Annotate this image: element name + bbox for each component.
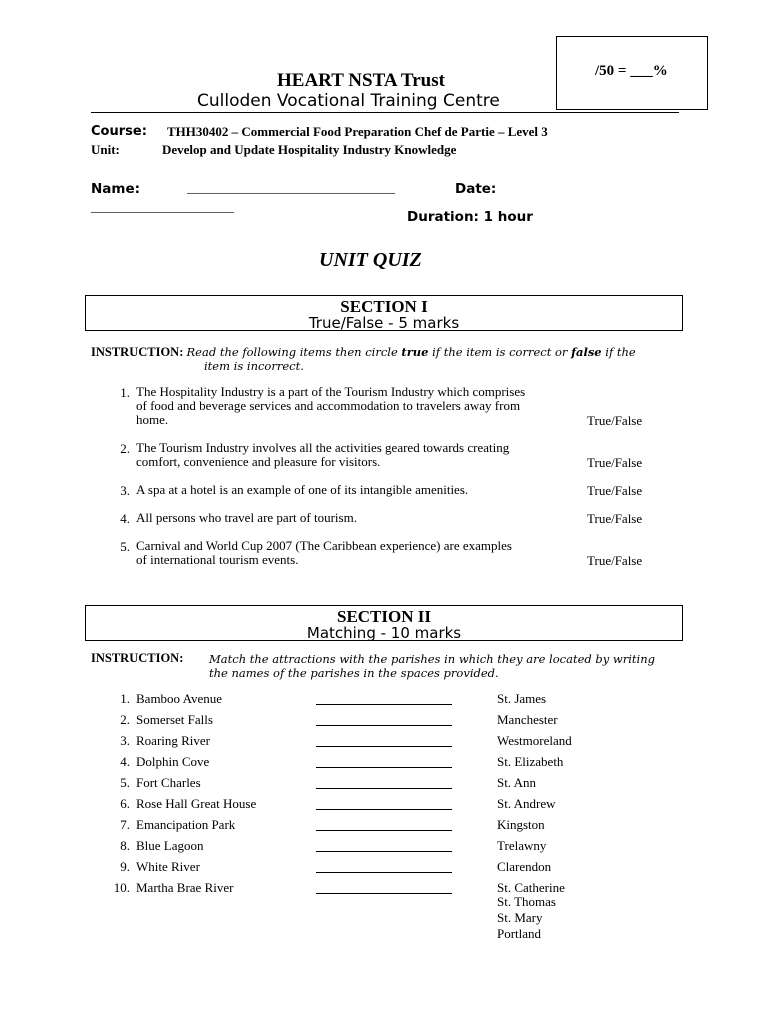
item-number: 3. bbox=[120, 733, 130, 748]
section-1-subtitle: True/False - 5 marks bbox=[308, 314, 460, 332]
question-number: 2. bbox=[120, 441, 130, 456]
section-2-subtitle: Matching - 10 marks bbox=[306, 624, 462, 642]
parish-option: St. James bbox=[497, 691, 547, 706]
parish-option: St. Thomas bbox=[497, 894, 556, 909]
attraction-item: White River bbox=[136, 859, 200, 874]
unit-value: Develop and Update Hospitality Industry Knowledge bbox=[162, 142, 457, 157]
instruction-text: Read the following items then circle bbox=[186, 345, 402, 359]
instruction-true: true bbox=[401, 345, 429, 359]
instruction-text-line2: the names of the parishes in the spaces provided. bbox=[209, 666, 499, 680]
header-rule bbox=[91, 112, 679, 113]
answer-blank[interactable] bbox=[316, 746, 452, 747]
parish-option: Trelawny bbox=[497, 838, 547, 853]
attraction-item: Fort Charles bbox=[136, 775, 201, 790]
score-text: /50 = ___% bbox=[595, 63, 668, 79]
question-number: 3. bbox=[120, 483, 130, 498]
parish-option: St. Catherine bbox=[497, 880, 565, 895]
question-2-line-1: The Tourism Industry involves all the activities geared towards creating bbox=[136, 440, 510, 455]
item-number: 2. bbox=[120, 712, 130, 727]
question-2-line-2: comfort, convenience and pleasure for visitors. bbox=[136, 454, 381, 469]
parish-option: St. Ann bbox=[497, 775, 537, 790]
item-number: 1. bbox=[120, 691, 130, 706]
course-label: Course: bbox=[91, 124, 147, 139]
answer-blank[interactable] bbox=[316, 830, 452, 831]
item-number: 6. bbox=[120, 796, 130, 811]
attraction-item: Blue Lagoon bbox=[136, 838, 204, 853]
parish-option: St. Elizabeth bbox=[497, 754, 564, 769]
parish-option: Westmoreland bbox=[497, 733, 572, 748]
parish-option: St. Andrew bbox=[497, 796, 556, 811]
instruction-label: INSTRUCTION: bbox=[91, 651, 184, 665]
true-false-answer[interactable]: True/False bbox=[587, 553, 643, 568]
instruction-text: if the bbox=[601, 345, 636, 359]
question-4-line-1: All persons who travel are part of tourism. bbox=[136, 510, 357, 525]
attraction-item: Bamboo Avenue bbox=[136, 691, 223, 706]
item-number: 7. bbox=[120, 817, 130, 832]
item-number: 8. bbox=[120, 838, 130, 853]
true-false-answer[interactable]: True/False bbox=[587, 483, 643, 498]
true-false-answer[interactable]: True/False bbox=[587, 455, 643, 470]
attraction-item: Emancipation Park bbox=[136, 817, 236, 832]
answer-blank[interactable] bbox=[316, 704, 452, 705]
section-1-instruction bbox=[91, 345, 636, 360]
name-label: Name: bbox=[91, 181, 141, 197]
instruction-text: if the item is correct or bbox=[428, 345, 572, 359]
question-number: 5. bbox=[120, 539, 130, 554]
answer-blank[interactable] bbox=[316, 809, 452, 810]
instruction-text-line1: Match the attractions with the parishes in which they are located by writing bbox=[209, 652, 655, 666]
question-3-line-1: A spa at a hotel is an example of one of its intangible amenities. bbox=[136, 482, 469, 497]
attraction-item: Rose Hall Great House bbox=[136, 796, 257, 811]
instruction-text-line2: item is incorrect. bbox=[204, 359, 304, 373]
course-value: THH30402 – Commercial Food Preparation Chef de Partie – Level 3 bbox=[167, 124, 548, 139]
parish-option: Manchester bbox=[497, 712, 558, 727]
answer-blank[interactable] bbox=[316, 893, 452, 894]
question-number: 4. bbox=[120, 511, 130, 526]
date-blank[interactable]: ______________________ bbox=[91, 199, 234, 214]
question-5-line-2: of international tourism events. bbox=[136, 552, 299, 567]
true-false-answer[interactable]: True/False bbox=[587, 413, 643, 428]
true-false-answer[interactable]: True/False bbox=[587, 511, 643, 526]
answer-blank[interactable] bbox=[316, 851, 452, 852]
section-1-title: SECTION I bbox=[340, 297, 428, 316]
duration: Duration: 1 hour bbox=[407, 209, 533, 225]
item-number: 4. bbox=[120, 754, 130, 769]
parish-option: Clarendon bbox=[497, 859, 552, 874]
unit-label: Unit: bbox=[91, 142, 120, 157]
instruction-false: false bbox=[571, 345, 602, 359]
answer-blank[interactable] bbox=[316, 788, 452, 789]
item-number: 5. bbox=[120, 775, 130, 790]
date-label: Date: bbox=[455, 181, 497, 197]
answer-blank[interactable] bbox=[316, 725, 452, 726]
center-name: Culloden Vocational Training Centre bbox=[197, 91, 500, 111]
attraction-item: Roaring River bbox=[136, 733, 211, 748]
question-number: 1. bbox=[120, 385, 130, 400]
name-blank[interactable]: ________________________________ bbox=[187, 180, 395, 195]
question-1-line-3: home. bbox=[136, 412, 169, 427]
score-box bbox=[556, 36, 708, 110]
parish-option: St. Mary bbox=[497, 910, 543, 925]
answer-blank[interactable] bbox=[316, 767, 452, 768]
question-5-line-1: Carnival and World Cup 2007 (The Caribbean experience) are examples bbox=[136, 538, 512, 553]
question-1-line-2: of food and beverage services and accommodation to travelers away from bbox=[136, 398, 521, 413]
answer-blank[interactable] bbox=[316, 872, 452, 873]
item-number: 9. bbox=[120, 859, 130, 874]
section-2-box bbox=[85, 605, 683, 641]
instruction-label: INSTRUCTION: bbox=[91, 345, 184, 359]
attraction-item: Somerset Falls bbox=[136, 712, 213, 727]
parish-option: Kingston bbox=[497, 817, 545, 832]
section-1-box bbox=[85, 295, 683, 331]
question-1-line-1: The Hospitality Industry is a part of the Tourism Industry which comprises bbox=[136, 384, 526, 399]
org-title: HEART NSTA Trust bbox=[277, 70, 445, 91]
item-number: 10. bbox=[113, 880, 130, 895]
attraction-item: Dolphin Cove bbox=[136, 754, 210, 769]
section-2-title: SECTION II bbox=[336, 607, 431, 626]
section-2-instruction bbox=[91, 651, 183, 666]
parish-option: Portland bbox=[497, 926, 542, 941]
attraction-item: Martha Brae River bbox=[136, 880, 234, 895]
quiz-title: UNIT QUIZ bbox=[319, 249, 422, 271]
